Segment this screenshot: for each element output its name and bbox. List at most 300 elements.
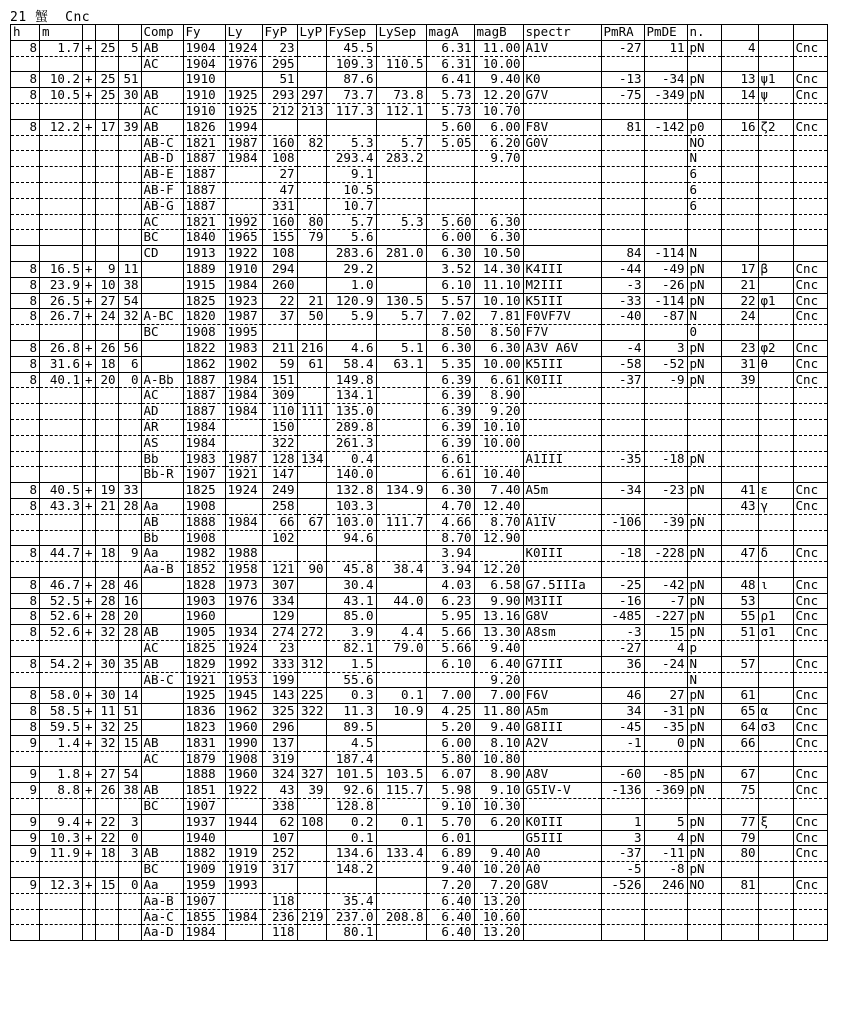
table-cell xyxy=(11,467,40,483)
table-cell xyxy=(793,404,827,420)
table-cell xyxy=(687,562,721,578)
table-cell: 18 xyxy=(95,356,118,372)
table-cell: -526 xyxy=(601,878,644,894)
table-cell: 10.2 xyxy=(40,72,83,88)
table-cell xyxy=(95,388,118,404)
table-cell: 102 xyxy=(262,530,297,546)
table-cell: pN xyxy=(687,720,721,736)
table-cell xyxy=(297,735,326,751)
table-cell: 16 xyxy=(118,593,141,609)
table-cell xyxy=(601,419,644,435)
table-cell: 9.4 xyxy=(40,814,83,830)
table-cell: 9 xyxy=(11,767,40,783)
table-cell: 1908 xyxy=(183,530,225,546)
table-cell xyxy=(326,325,376,341)
table-cell: 16.5 xyxy=(40,261,83,277)
table-cell xyxy=(793,325,827,341)
table-cell: G5IV-V xyxy=(523,783,601,799)
table-cell xyxy=(11,641,40,657)
table-cell xyxy=(326,878,376,894)
table-cell: A1V xyxy=(523,40,601,56)
table-cell: 9 xyxy=(11,735,40,751)
table-cell xyxy=(721,151,758,167)
table-cell xyxy=(758,641,793,657)
table-cell: A-Bb xyxy=(141,372,183,388)
table-cell: 6.58 xyxy=(474,577,523,593)
column-header: n. xyxy=(687,25,721,41)
table-cell: 108 xyxy=(262,151,297,167)
table-cell xyxy=(40,151,83,167)
column-header: Fy xyxy=(183,25,225,41)
table-cell xyxy=(644,672,687,688)
table-cell: 36 xyxy=(601,656,644,672)
table-cell: 110 xyxy=(262,404,297,420)
table-cell: Cnc xyxy=(793,372,827,388)
table-cell xyxy=(83,799,96,815)
table-cell: A0 xyxy=(523,846,601,862)
table-cell: AB-C xyxy=(141,135,183,151)
table-row xyxy=(11,830,828,846)
table-cell xyxy=(758,925,793,941)
table-cell xyxy=(426,167,474,183)
table-cell: AC xyxy=(141,56,183,72)
table-cell: 1879 xyxy=(183,751,225,767)
table-cell: 322 xyxy=(262,435,297,451)
table-cell: AB-D xyxy=(141,151,183,167)
table-cell: Cnc xyxy=(793,309,827,325)
table-cell: 9 xyxy=(95,261,118,277)
table-cell: 21 xyxy=(721,277,758,293)
table-cell: pN xyxy=(687,72,721,88)
table-cell: pN xyxy=(687,546,721,562)
table-cell: 6.39 xyxy=(426,404,474,420)
column-header xyxy=(83,25,96,41)
table-cell xyxy=(40,214,83,230)
table-cell xyxy=(644,214,687,230)
table-cell: AB xyxy=(141,656,183,672)
table-cell: 28 xyxy=(95,593,118,609)
table-cell xyxy=(601,151,644,167)
table-cell: AB xyxy=(141,846,183,862)
table-cell: 6.10 xyxy=(426,277,474,293)
table-cell: 14 xyxy=(118,688,141,704)
table-cell: 0.1 xyxy=(376,688,426,704)
table-cell: 1904 xyxy=(183,40,225,56)
table-cell: 6.41 xyxy=(426,72,474,88)
table-cell xyxy=(118,182,141,198)
table-cell xyxy=(793,135,827,151)
table-cell xyxy=(721,672,758,688)
table-cell xyxy=(721,435,758,451)
table-cell xyxy=(40,451,83,467)
table-cell: 25 xyxy=(95,88,118,104)
table-cell: 8 xyxy=(11,656,40,672)
table-cell: 61 xyxy=(297,356,326,372)
table-cell: 4 xyxy=(644,641,687,657)
table-cell: 295 xyxy=(262,56,297,72)
table-cell: Bb xyxy=(141,451,183,467)
table-cell: γ xyxy=(758,498,793,514)
table-cell: 5.7 xyxy=(326,214,376,230)
table-cell: 66 xyxy=(721,735,758,751)
table-cell xyxy=(83,909,96,925)
column-header: Ly xyxy=(225,25,262,41)
table-cell xyxy=(83,135,96,151)
table-cell: p0 xyxy=(687,119,721,135)
table-cell: AC xyxy=(141,214,183,230)
table-cell: -34 xyxy=(644,72,687,88)
table-cell: 8 xyxy=(11,498,40,514)
double-star-table xyxy=(10,24,828,941)
table-cell: 1995 xyxy=(225,325,262,341)
table-cell xyxy=(758,182,793,198)
table-cell xyxy=(644,799,687,815)
table-cell xyxy=(721,230,758,246)
table-cell: N xyxy=(687,656,721,672)
table-cell: 13 xyxy=(721,72,758,88)
table-cell xyxy=(11,325,40,341)
table-cell xyxy=(141,72,183,88)
table-cell xyxy=(721,135,758,151)
table-cell xyxy=(721,893,758,909)
table-cell xyxy=(793,562,827,578)
table-cell xyxy=(297,277,326,293)
table-cell xyxy=(721,419,758,435)
table-cell: 5.1 xyxy=(376,340,426,356)
table-cell: AB xyxy=(141,514,183,530)
table-cell xyxy=(474,198,523,214)
table-cell xyxy=(297,799,326,815)
table-cell: 8 xyxy=(11,609,40,625)
table-cell xyxy=(687,909,721,925)
table-cell xyxy=(721,641,758,657)
table-cell: 58.5 xyxy=(40,704,83,720)
table-cell: 1908 xyxy=(225,751,262,767)
table-cell xyxy=(721,404,758,420)
table-cell xyxy=(83,103,96,119)
table-cell: 12.20 xyxy=(474,88,523,104)
table-cell: 10.7 xyxy=(326,198,376,214)
table-cell xyxy=(40,909,83,925)
table-cell: 334 xyxy=(262,593,297,609)
table-cell: 1987 xyxy=(225,135,262,151)
table-cell: 10.5 xyxy=(40,88,83,104)
table-row xyxy=(11,799,828,815)
table-cell: 19 xyxy=(95,483,118,499)
table-row xyxy=(11,530,828,546)
table-cell: 1.8 xyxy=(40,767,83,783)
table-cell: -369 xyxy=(644,783,687,799)
table-cell: σ3 xyxy=(758,720,793,736)
table-cell: + xyxy=(83,625,96,641)
table-cell: N xyxy=(687,672,721,688)
table-cell: 8.8 xyxy=(40,783,83,799)
table-cell: 1984 xyxy=(183,435,225,451)
table-cell xyxy=(687,388,721,404)
table-cell: Cnc xyxy=(793,783,827,799)
table-cell xyxy=(40,893,83,909)
table-cell xyxy=(11,135,40,151)
table-cell: AB xyxy=(141,625,183,641)
table-cell xyxy=(644,751,687,767)
table-cell xyxy=(297,862,326,878)
table-cell: G7V xyxy=(523,88,601,104)
table-cell xyxy=(95,325,118,341)
table-cell: 103.3 xyxy=(326,498,376,514)
table-cell: 67 xyxy=(721,767,758,783)
table-cell: -34 xyxy=(601,483,644,499)
table-cell: 3 xyxy=(601,830,644,846)
table-cell: pN xyxy=(687,88,721,104)
table-cell: -3 xyxy=(601,625,644,641)
table-cell xyxy=(376,609,426,625)
table-cell xyxy=(83,562,96,578)
table-row xyxy=(11,340,828,356)
table-cell: 6.61 xyxy=(474,372,523,388)
table-cell xyxy=(297,151,326,167)
table-cell xyxy=(601,498,644,514)
table-cell: 1915 xyxy=(183,277,225,293)
table-cell: 134 xyxy=(297,451,326,467)
table-cell xyxy=(297,878,326,894)
table-cell: 21 xyxy=(297,293,326,309)
table-cell xyxy=(141,277,183,293)
table-cell xyxy=(523,530,601,546)
table-cell xyxy=(297,325,326,341)
table-cell: 28 xyxy=(118,498,141,514)
table-cell xyxy=(721,198,758,214)
table-cell: pN xyxy=(687,40,721,56)
column-header: magA xyxy=(426,25,474,41)
table-cell: + xyxy=(83,783,96,799)
table-cell xyxy=(601,467,644,483)
table-cell xyxy=(523,435,601,451)
table-cell: 5.20 xyxy=(426,720,474,736)
table-cell xyxy=(225,498,262,514)
table-row xyxy=(11,814,828,830)
table-cell: 199 xyxy=(262,672,297,688)
table-cell xyxy=(11,799,40,815)
table-cell: Cnc xyxy=(793,720,827,736)
table-cell xyxy=(523,214,601,230)
table-cell: 4.6 xyxy=(326,340,376,356)
table-cell xyxy=(758,56,793,72)
table-cell: AR xyxy=(141,419,183,435)
table-cell: -13 xyxy=(601,72,644,88)
table-cell xyxy=(758,656,793,672)
table-cell xyxy=(40,435,83,451)
table-cell xyxy=(83,404,96,420)
table-cell: 147 xyxy=(262,467,297,483)
table-cell: 81 xyxy=(721,878,758,894)
table-cell: Cnc xyxy=(793,293,827,309)
column-header: LySep xyxy=(376,25,426,41)
table-cell xyxy=(644,893,687,909)
table-cell xyxy=(721,388,758,404)
table-cell xyxy=(83,388,96,404)
table-cell xyxy=(758,514,793,530)
table-cell: 33 xyxy=(118,483,141,499)
table-cell: G7III xyxy=(523,656,601,672)
table-cell: 9.10 xyxy=(426,799,474,815)
table-cell xyxy=(644,325,687,341)
table-row xyxy=(11,135,828,151)
table-cell xyxy=(758,909,793,925)
table-cell: 1982 xyxy=(183,546,225,562)
table-cell: Aa xyxy=(141,546,183,562)
table-cell: 5.6 xyxy=(326,230,376,246)
table-cell: 30.4 xyxy=(326,577,376,593)
table-cell: 3.52 xyxy=(426,261,474,277)
table-cell xyxy=(83,198,96,214)
table-cell: 111.7 xyxy=(376,514,426,530)
table-cell: 297 xyxy=(297,88,326,104)
table-row xyxy=(11,56,828,72)
table-cell: 132.8 xyxy=(326,483,376,499)
table-cell xyxy=(523,467,601,483)
table-cell: G0V xyxy=(523,135,601,151)
table-cell: 40.1 xyxy=(40,372,83,388)
table-cell xyxy=(95,530,118,546)
table-cell: 23 xyxy=(721,340,758,356)
table-cell: AC xyxy=(141,388,183,404)
table-cell: 1962 xyxy=(225,704,262,720)
table-cell: + xyxy=(83,609,96,625)
table-body xyxy=(11,40,828,940)
table-cell xyxy=(11,751,40,767)
table-cell xyxy=(118,435,141,451)
table-cell: 1924 xyxy=(225,483,262,499)
table-cell: 28 xyxy=(95,609,118,625)
table-cell xyxy=(11,404,40,420)
table-cell: 10 xyxy=(95,277,118,293)
table-cell: -9 xyxy=(644,372,687,388)
table-cell xyxy=(297,846,326,862)
table-cell: 23 xyxy=(262,40,297,56)
table-row xyxy=(11,783,828,799)
table-cell xyxy=(523,56,601,72)
table-cell xyxy=(644,530,687,546)
table-cell xyxy=(118,246,141,262)
table-cell xyxy=(758,799,793,815)
table-cell xyxy=(40,419,83,435)
table-cell xyxy=(83,893,96,909)
table-cell xyxy=(793,56,827,72)
table-cell: 1958 xyxy=(225,562,262,578)
table-cell: 66 xyxy=(262,514,297,530)
table-cell xyxy=(523,103,601,119)
table-cell: 1882 xyxy=(183,846,225,862)
table-cell: 27 xyxy=(644,688,687,704)
table-cell xyxy=(11,909,40,925)
table-cell: 1993 xyxy=(225,878,262,894)
table-cell xyxy=(376,182,426,198)
table-cell xyxy=(118,325,141,341)
table-row xyxy=(11,846,828,862)
table-cell: α xyxy=(758,704,793,720)
table-cell: 1888 xyxy=(183,514,225,530)
table-row xyxy=(11,577,828,593)
table-cell: 1888 xyxy=(183,767,225,783)
table-cell: 3 xyxy=(118,814,141,830)
table-cell: 1887 xyxy=(183,167,225,183)
table-cell: 160 xyxy=(262,135,297,151)
table-cell: + xyxy=(83,720,96,736)
table-cell: 26.8 xyxy=(40,340,83,356)
table-row xyxy=(11,325,828,341)
table-cell: pN xyxy=(687,340,721,356)
table-cell: 108 xyxy=(262,246,297,262)
table-cell xyxy=(40,799,83,815)
table-cell xyxy=(758,467,793,483)
table-cell xyxy=(95,404,118,420)
table-cell: AB-C xyxy=(141,672,183,688)
table-row xyxy=(11,356,828,372)
table-cell: 32 xyxy=(95,625,118,641)
table-cell xyxy=(376,404,426,420)
table-cell: 1994 xyxy=(225,119,262,135)
table-cell: -227 xyxy=(644,609,687,625)
table-cell: AC xyxy=(141,641,183,657)
table-cell: -27 xyxy=(601,641,644,657)
table-cell: 6.20 xyxy=(474,135,523,151)
table-cell: 115.7 xyxy=(376,783,426,799)
table-cell: M3III xyxy=(523,593,601,609)
table-cell: 85.0 xyxy=(326,609,376,625)
table-cell: 1934 xyxy=(225,625,262,641)
table-cell: 208.8 xyxy=(376,909,426,925)
table-cell: 11.10 xyxy=(474,277,523,293)
table-cell xyxy=(687,404,721,420)
table-cell: 107 xyxy=(262,830,297,846)
table-cell xyxy=(687,56,721,72)
table-cell xyxy=(601,435,644,451)
table-cell: 8 xyxy=(11,593,40,609)
table-cell: A3V A6V xyxy=(523,340,601,356)
table-cell: 109.3 xyxy=(326,56,376,72)
table-cell: Aa-B xyxy=(141,893,183,909)
table-cell xyxy=(758,246,793,262)
table-cell xyxy=(721,514,758,530)
table-cell xyxy=(40,925,83,941)
table-cell: 0 xyxy=(118,372,141,388)
table-cell: 103.5 xyxy=(376,767,426,783)
table-cell: ι xyxy=(758,577,793,593)
table-cell: 110.5 xyxy=(376,56,426,72)
table-cell: pN xyxy=(687,625,721,641)
table-cell xyxy=(297,577,326,593)
table-cell: 6.01 xyxy=(426,830,474,846)
table-cell xyxy=(793,862,827,878)
table-cell xyxy=(793,451,827,467)
table-cell xyxy=(758,230,793,246)
table-cell xyxy=(523,167,601,183)
table-cell: 22 xyxy=(262,293,297,309)
table-cell: 9 xyxy=(11,878,40,894)
table-cell xyxy=(225,609,262,625)
table-cell: 331 xyxy=(262,198,297,214)
table-cell: 130.5 xyxy=(376,293,426,309)
table-cell: 5.73 xyxy=(426,88,474,104)
table-cell: -87 xyxy=(644,309,687,325)
table-cell xyxy=(326,119,376,135)
table-cell xyxy=(758,893,793,909)
table-cell: 3.94 xyxy=(426,562,474,578)
table-cell xyxy=(297,483,326,499)
table-cell: Cnc xyxy=(793,593,827,609)
table-cell xyxy=(95,672,118,688)
table-cell xyxy=(376,467,426,483)
